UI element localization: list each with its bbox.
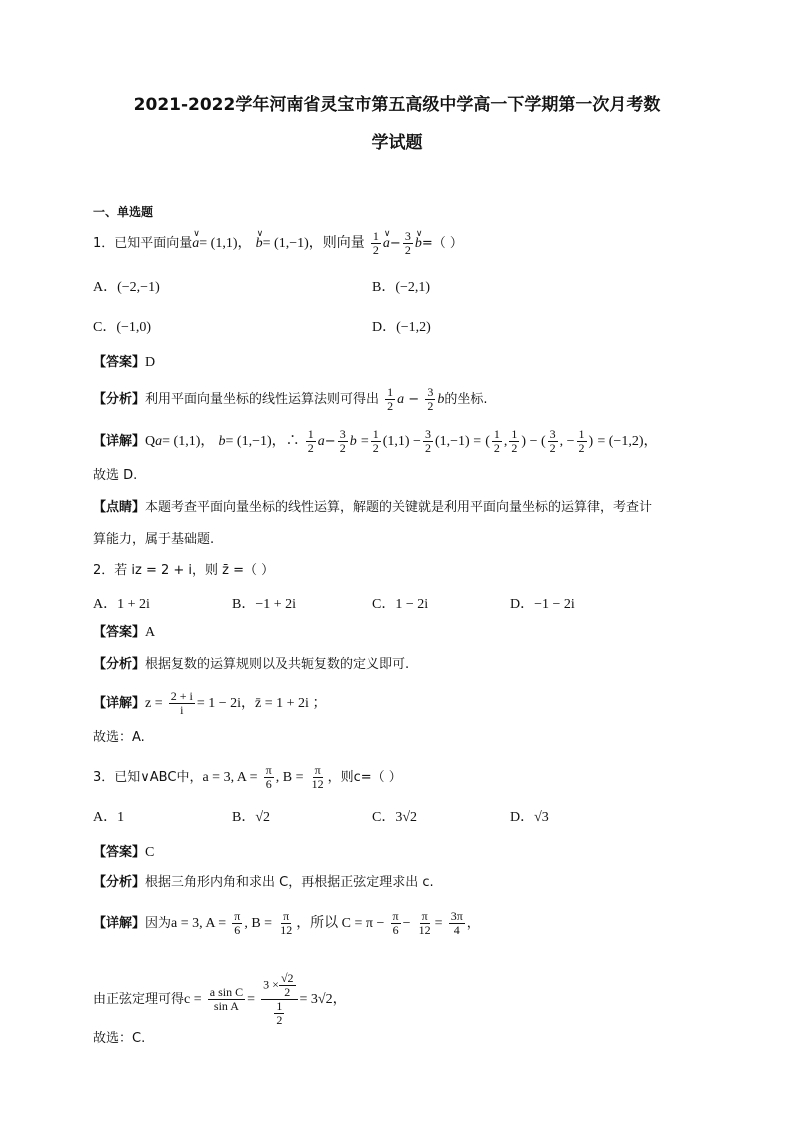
q3-option-b[interactable]: B．√2 [232, 810, 271, 825]
q1-comment: 【点睛】本题考查平面向量坐标的线性运算，解题的关键就是利用平面向量坐标的运算律，考查计 [93, 500, 653, 515]
q1-conclusion: 故选 D. [93, 468, 138, 483]
q3-conclusion: 故选：C. [93, 1031, 146, 1046]
q3-analysis: 【分析】根据三角形内角和求出 C，再根据正弦定理求出 c. [93, 875, 434, 890]
q2-stem: 2．若 iz = 2 + i，则 z̄ =（ ） [93, 563, 275, 578]
q1-detail: 【详解】Qa= (1,1)， b= (1,−1)，∴ $\frac{1}{2}$ a− $\frac{3}{2}$ b = $\frac{1}{2}$ (1,1) − $\frac{3}{2}$ (1,−1) = ( $\frac{1}{2}$ , $\frac{1}{2}$ ) − ( $\frac{3}{2}$ , − $\frac{1}{2}$ ) = (−1,2)， [93, 427, 658, 455]
q1-option-a[interactable]: A．(−2,−1) [93, 280, 160, 295]
q1-comment-cont: 算能力，属于基础题. [93, 532, 215, 547]
q2-option-d[interactable]: D．−1 − 2i [510, 597, 575, 612]
q3-answer: 【答案】C [93, 845, 155, 860]
q1-answer: 【答案】D [93, 355, 156, 370]
q1-option-b[interactable]: B．(−2,1) [372, 280, 431, 295]
page-title: 2021-2022学年河南省灵宝市第五高级中学高一下学期第一次月考数 [133, 95, 661, 115]
q2-option-a[interactable]: A．1 + 2i [93, 597, 150, 612]
q1-option-c[interactable]: C．(−1,0) [93, 320, 152, 335]
page-title-cont: 学试题 [371, 133, 423, 153]
q2-detail: 【详解】z = $\frac{2 + i}{i}$ = 1 − 2i，z̄ = 1 + 2i ； [93, 689, 327, 717]
section-heading: 一、单选题 [93, 205, 154, 219]
q3-stem: 3．已知∨ABC中，a = 3, A = $\frac{\pi}{6}$ , B = $\frac{\pi}{12}$ ，则c=（ ） [93, 763, 402, 791]
q2-option-b[interactable]: B．−1 + 2i [232, 597, 297, 612]
q2-conclusion: 故选：A. [93, 730, 145, 745]
q2-analysis: 【分析】根据复数的运算规则以及共轭复数的定义即可. [93, 657, 410, 672]
q2-answer: 【答案】A [93, 625, 156, 640]
q3-option-d[interactable]: D．√3 [510, 810, 549, 825]
q3-detail: 【详解】因为a = 3, A = $\frac{\pi}{6}$ , B = $\frac{\pi}{12}$ ，所以 C = π − $\frac{\pi}{6}$ − $\frac{\pi}{12}$ = $\frac{3\pi}{4}$ ， [93, 909, 480, 937]
q3-sine-law: 由正弦定理可得c = $\frac{\text{a sin C}}{\text{sin A}}$ = 3 × $\frac{√2}{2}$ $\frac{1}{2}$ = 3√2， [93, 971, 347, 1027]
q1-stem: 1．已知平面向量∨ a= (1,1)， ∨ b= (1,−1)，则向量 $\frac{1}{2}$ ∨ a− $\frac{3}{2}$ ∨ b=（ ） [93, 230, 463, 257]
q1-analysis: 【分析】利用平面向量坐标的线性运算法则可得出 $\frac{1}{2}$ a − $\frac{3}{2}$ b的坐标. [93, 385, 488, 413]
q3-option-c[interactable]: C．3√2 [372, 810, 418, 825]
q1-option-d[interactable]: D．(−1,2) [372, 320, 431, 335]
q2-option-c[interactable]: C．1 − 2i [372, 597, 429, 612]
q3-option-a[interactable]: A．1 [93, 810, 125, 825]
